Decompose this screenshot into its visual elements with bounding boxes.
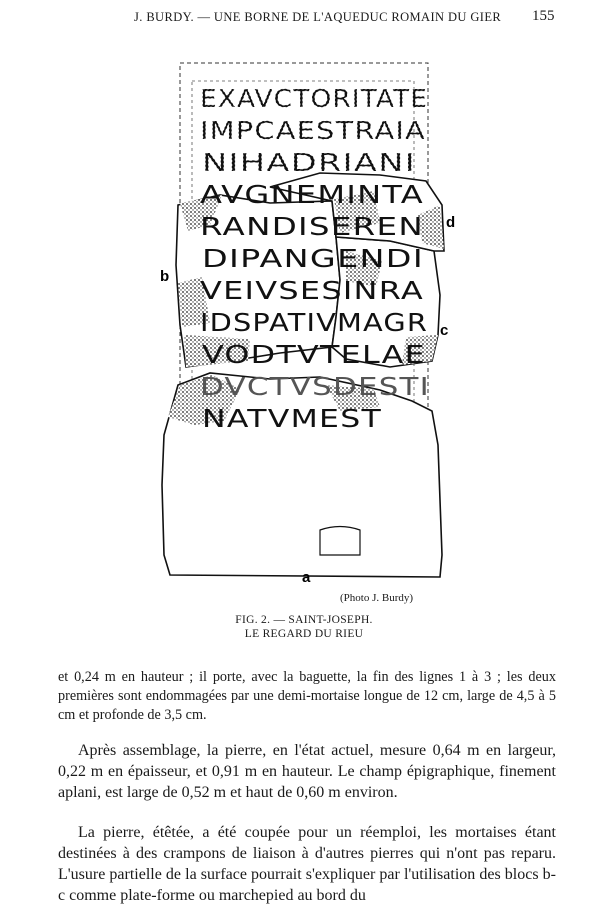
label-b: b — [160, 268, 170, 285]
inscription-line: DIPANGENDI — [202, 244, 424, 273]
inscription-line: RANDISEREN — [200, 212, 424, 241]
body-paragraph-2: La pierre, étêtée, a été coupée pour un réemploi, les mortaises étant destinées à des crampons de liaison à d'autres pierres qui n'ont pas reparu. L'usure partielle de la surface pourrait s'expliquer par l'utilisation des blocs b-c comme plate-forme ou marchepied au bord du — [58, 824, 556, 904]
inscription-line: AVGNEMINTA — [200, 180, 424, 209]
small-paragraph: et 0,24 m en hauteur ; il porte, avec la baguette, la fin des lignes 1 à 3 ; les deux premières sont endommagées par une demi-mortaise longue de 12 cm, large de 4,5 à 5 cm et profonde de 3,5 cm. — [58, 669, 556, 723]
body-paragraph-1: Après assemblage, la pierre, en l'état actuel, mesure 0,64 m en largeur, 0,22 m en épaisseur, et 0,91 m en hauteur. Le champ épigraphique, finement aplani, est large de 0,52 m et haut de 0,60 m environ. — [58, 742, 556, 801]
label-d: d — [446, 214, 456, 231]
inscription-figure — [150, 55, 460, 585]
label-c: c — [440, 322, 449, 339]
figure-caption-line2: LE REGARD DU RIEU — [244, 628, 364, 640]
inscription-drawing — [150, 55, 460, 585]
inscription-line: NIHADRIANI — [202, 148, 416, 177]
inscription-lines — [200, 84, 430, 433]
inscription-line: DVCTVSDESTI — [200, 372, 430, 401]
page-number: 155 — [532, 8, 555, 24]
inscription-line: EXAVCTORITATE — [200, 84, 428, 113]
running-header — [0, 10, 608, 32]
inscription-line: NATVMEST — [202, 404, 382, 433]
label-a: a — [302, 569, 311, 585]
inscription-line: IDSPATIVMAGR — [200, 308, 428, 337]
inscription-line: VODTVTELAE — [202, 340, 426, 369]
inscription-line: IMPCAESTRAIA — [200, 116, 426, 145]
inscription-line: VEIVSESINRA — [200, 276, 424, 305]
figure-caption-line1: FIG. 2. — SAINT-JOSEPH. — [235, 614, 373, 626]
photo-credit: (Photo J. Burdy) — [340, 592, 414, 604]
running-title: J. BURDY. — UNE BORNE DE L'AQUEDUC ROMAIN DU GIER — [134, 10, 502, 24]
